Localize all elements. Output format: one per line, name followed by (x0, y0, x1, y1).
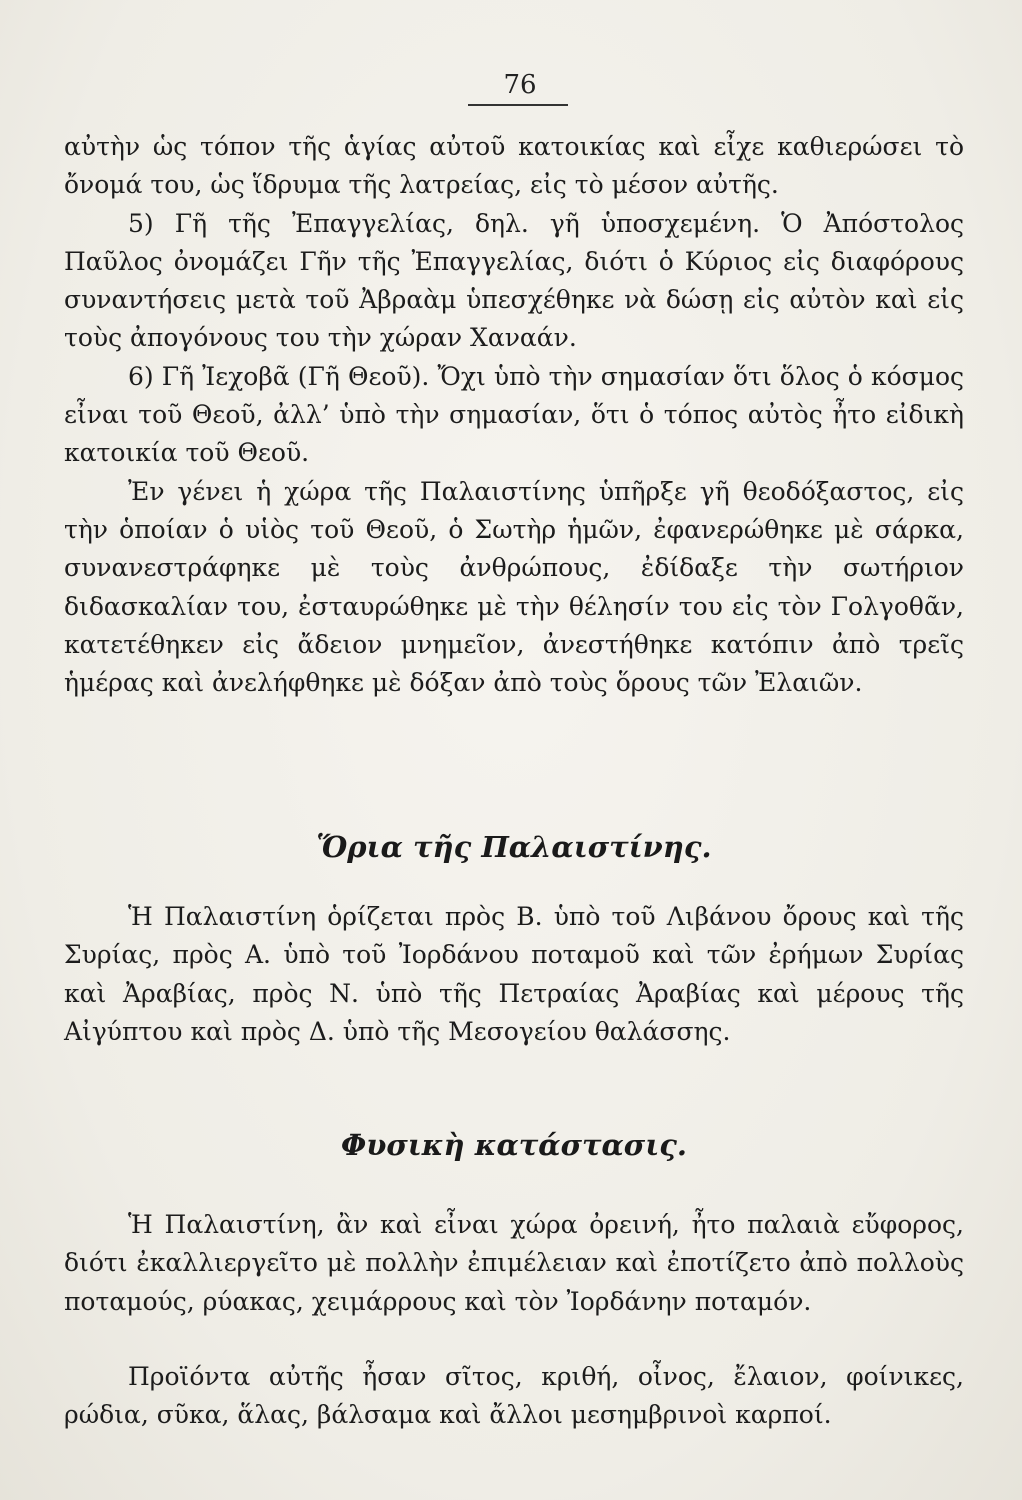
paragraph: Ἡ Παλαιστίνη, ἂν καὶ εἶναι χώρα ὀρεινή, ἦτο παλαιὰ εὔφορος, διότι ἐκαλλιεργεῖτο μὲ πολλὴν ἐπιμέλειαν καὶ ἐποτίζετο ἀπὸ πολλοὺς ποταμούς, ρύακας, χειμάρρους καὶ τὸν Ἰορδάνην ποταμόν. (64, 1210, 964, 1316)
page-number-rule (468, 104, 568, 106)
text-block-borders (64, 898, 964, 1051)
text-block-products (64, 1358, 964, 1435)
paragraph: 6) Γῆ Ἰεχοβᾶ (Γῆ Θεοῦ). Ὄχι ὑπὸ τὴν σημασίαν ὅτι ὅλος ὁ κόσμος εἶναι τοῦ Θεοῦ, ἀλλ’ ὑπὸ τὴν σημασίαν, ὅτι ὁ τόπος αὐτὸς ἦτο εἰδικὴ κατοικία τοῦ Θεοῦ. (64, 361, 964, 468)
section-heading-borders: Ὅρια τῆς Παλαιστίνης. (316, 830, 712, 864)
paragraph: Ἐν γένει ἡ χώρα τῆς Παλαιστίνης ὑπῆρξε γῆ θεοδόξαστος, εἰς τὴν ὁποίαν ὁ υἱὸς τοῦ Θεοῦ, ὁ Σωτὴρ ἡμῶν, ἐφανερώθηκε μὲ σάρκα, συνανεστράφηκε μὲ τοὺς ἀνθρώπους, ἐδίδαξε τὴν σωτήριον διδασκαλίαν του, ἐσταυρώθηκε μὲ τὴν θέλησίν του εἰς τὸν Γολγοθᾶν, κατετέθηκεν εἰς ἄδειον μνημεῖον, ἀνεστήθηκε κατόπιν ἀπὸ τρεῖς ἡμέρας καὶ ἀνελήφθηκε μὲ δόξαν ἀπὸ τοὺς ὅρους τῶν Ἐλαιῶν. (64, 476, 964, 698)
text-block-top (64, 128, 964, 702)
section-heading-physical: Φυσικὴ κατάστασις. (341, 1128, 687, 1162)
paragraph: 5) Γῆ τῆς Ἐπαγγελίας, δηλ. γῆ ὑποσχεμένη. Ὁ Ἀπόστολος Παῦλος ὀνομάζει Γῆν τῆς Ἐπαγγελίας, διότι ὁ Κύριος εἰς διαφόρους συναντήσεις μετὰ τοῦ Ἀβραὰμ ὑπεσχέθηκε νὰ δώσῃ εἰς αὐτὸν καὶ εἰς τοὺς ἀπογόνους του τὴν χώραν Χαναάν. (64, 208, 964, 353)
text-block-physical (64, 1206, 964, 1321)
paragraph: αὐτὴν ὡς τόπον τῆς ἁγίας αὐτοῦ κατοικίας καὶ εἶχε καθιερώσει τὸ ὄνομά του, ὡς ἵδρυμα τῆς λατρείας, εἰς τὸ μέσον αὐτῆς. (64, 132, 964, 200)
page-number: 76 (503, 70, 537, 100)
paragraph: Ἡ Παλαιστίνη ὁρίζεται πρὸς Β. ὑπὸ τοῦ Λιβάνου ὄρους καὶ τῆς Συρίας, πρὸς Α. ὑπὸ τοῦ Ἰορδάνου ποταμοῦ καὶ τῶν ἐρήμων Συρίας καὶ Ἀραβίας, πρὸς Ν. ὑπὸ τῆς Πετραίας Ἀραβίας καὶ μέρους τῆς Αἰγύπτου καὶ πρὸς Δ. ὑπὸ τῆς Μεσογείου θαλάσσης. (64, 902, 964, 1046)
paragraph: Προϊόντα αὐτῆς ἦσαν σῖτος, κριθή, οἶνος, ἔλαιον, φοίνικες, ρώδια, σῦκα, ἅλας, βάλσαμα καὶ ἄλλοι μεσημβρινοὶ καρποί. (64, 1362, 964, 1430)
